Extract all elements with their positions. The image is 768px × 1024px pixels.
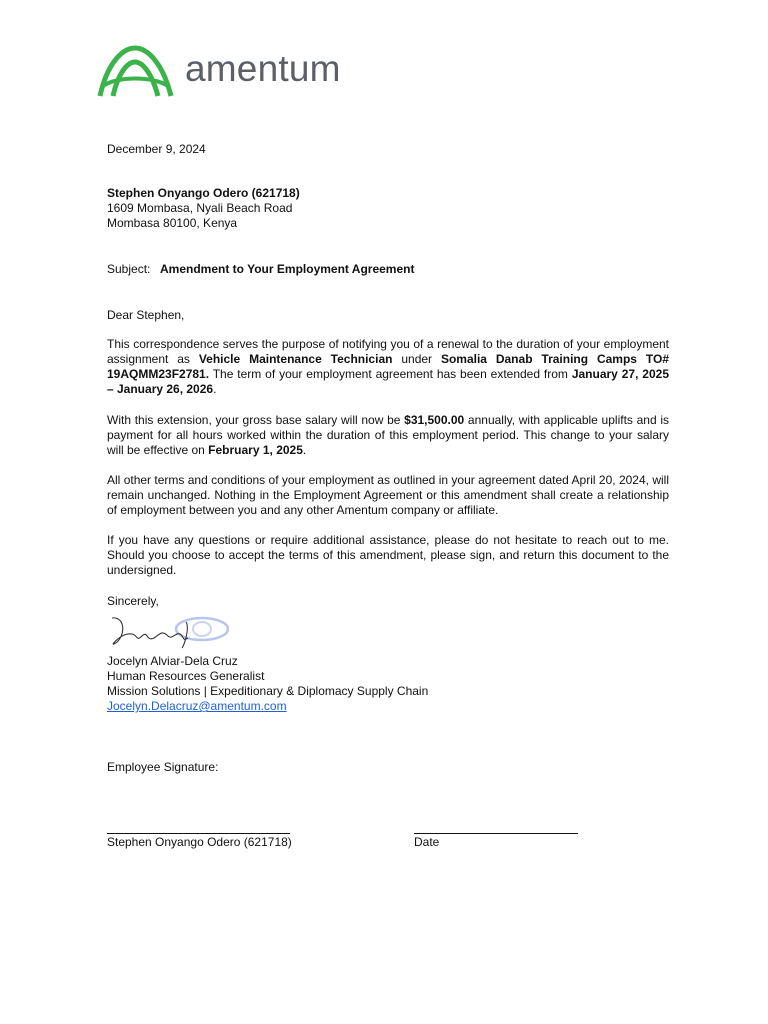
effective-date: February 1, 2025: [208, 443, 303, 457]
employee-signature-line: [107, 833, 290, 834]
amentum-logo: [97, 42, 347, 100]
sender-signature: [106, 612, 231, 652]
paragraph-terms: All other terms and conditions of your employment as outlined in your agreement dated April 20, 2024, will remain unchanged. Nothing in the Employment Agreement or this amendment shall create a relationship of employment between you and any other Amentum company or affiliate.: [107, 473, 669, 517]
letter-date: December 9, 2024: [107, 142, 206, 156]
amentum-arch-icon: [97, 42, 177, 100]
date-line: [414, 833, 578, 834]
sender-email-link[interactable]: Jocelyn.Delacruz@amentum.com: [107, 699, 287, 713]
sender-division: Mission Solutions | Expeditionary & Diplomacy Supply Chain: [107, 684, 429, 698]
paragraph-questions: If you have any questions or require additional assistance, please do not hesitate to reach out to me. Should you choose to accept the terms of this amendment, please sign, and return this document to the undersigned.: [107, 533, 669, 577]
employee-name-under-line: Stephen Onyango Odero (621718): [107, 835, 292, 849]
role-title: Vehicle Maintenance Technician: [198, 352, 393, 366]
recipient-address-line2: Mombasa 80100, Kenya: [107, 216, 238, 230]
recipient-address-line1: 1609 Mombasa, Nyali Beach Road: [107, 201, 293, 215]
closing: Sincerely,: [107, 594, 159, 608]
date-label: Date: [414, 835, 440, 849]
salutation: Dear Stephen,: [107, 308, 185, 322]
subject-text: Amendment to Your Employment Agreement: [160, 262, 415, 276]
subject-label: Subject:: [107, 262, 151, 276]
sender-name: Jocelyn Alviar-Dela Cruz: [107, 654, 238, 668]
salary-amount: $31,500.00: [404, 413, 465, 427]
recipient-name: Stephen Onyango Odero (621718): [107, 186, 300, 200]
paragraph-renewal: This correspondence serves the purpose of notifying you of a renewal to the duration of your employment assignment as Vehicle Maintenance Technician under Somalia Danab Training Camps TO# 19AQMM23F2781. The term of your employment agreement has been extended from January 27, 2025 – January 26, 2026.: [107, 337, 669, 396]
subject-line: [107, 262, 414, 277]
sender-title: Human Resources Generalist: [107, 669, 265, 683]
employee-signature-label: Employee Signature:: [107, 760, 219, 774]
project-name: Somalia Danab Training Camps TO# 19AQMM23F2781.: [107, 352, 669, 381]
term-dates: January 27, 2025 – January 26, 2026: [107, 367, 669, 396]
paragraph-salary: With this extension, your gross base salary will now be $31,500.00 annually, with applicable uplifts and is payment for all hours worked within the duration of this employment period. This change to your salary will be effective on February 1, 2025.: [107, 413, 669, 457]
sender-email-line: [107, 699, 287, 714]
brand-name: amentum: [185, 48, 341, 89]
